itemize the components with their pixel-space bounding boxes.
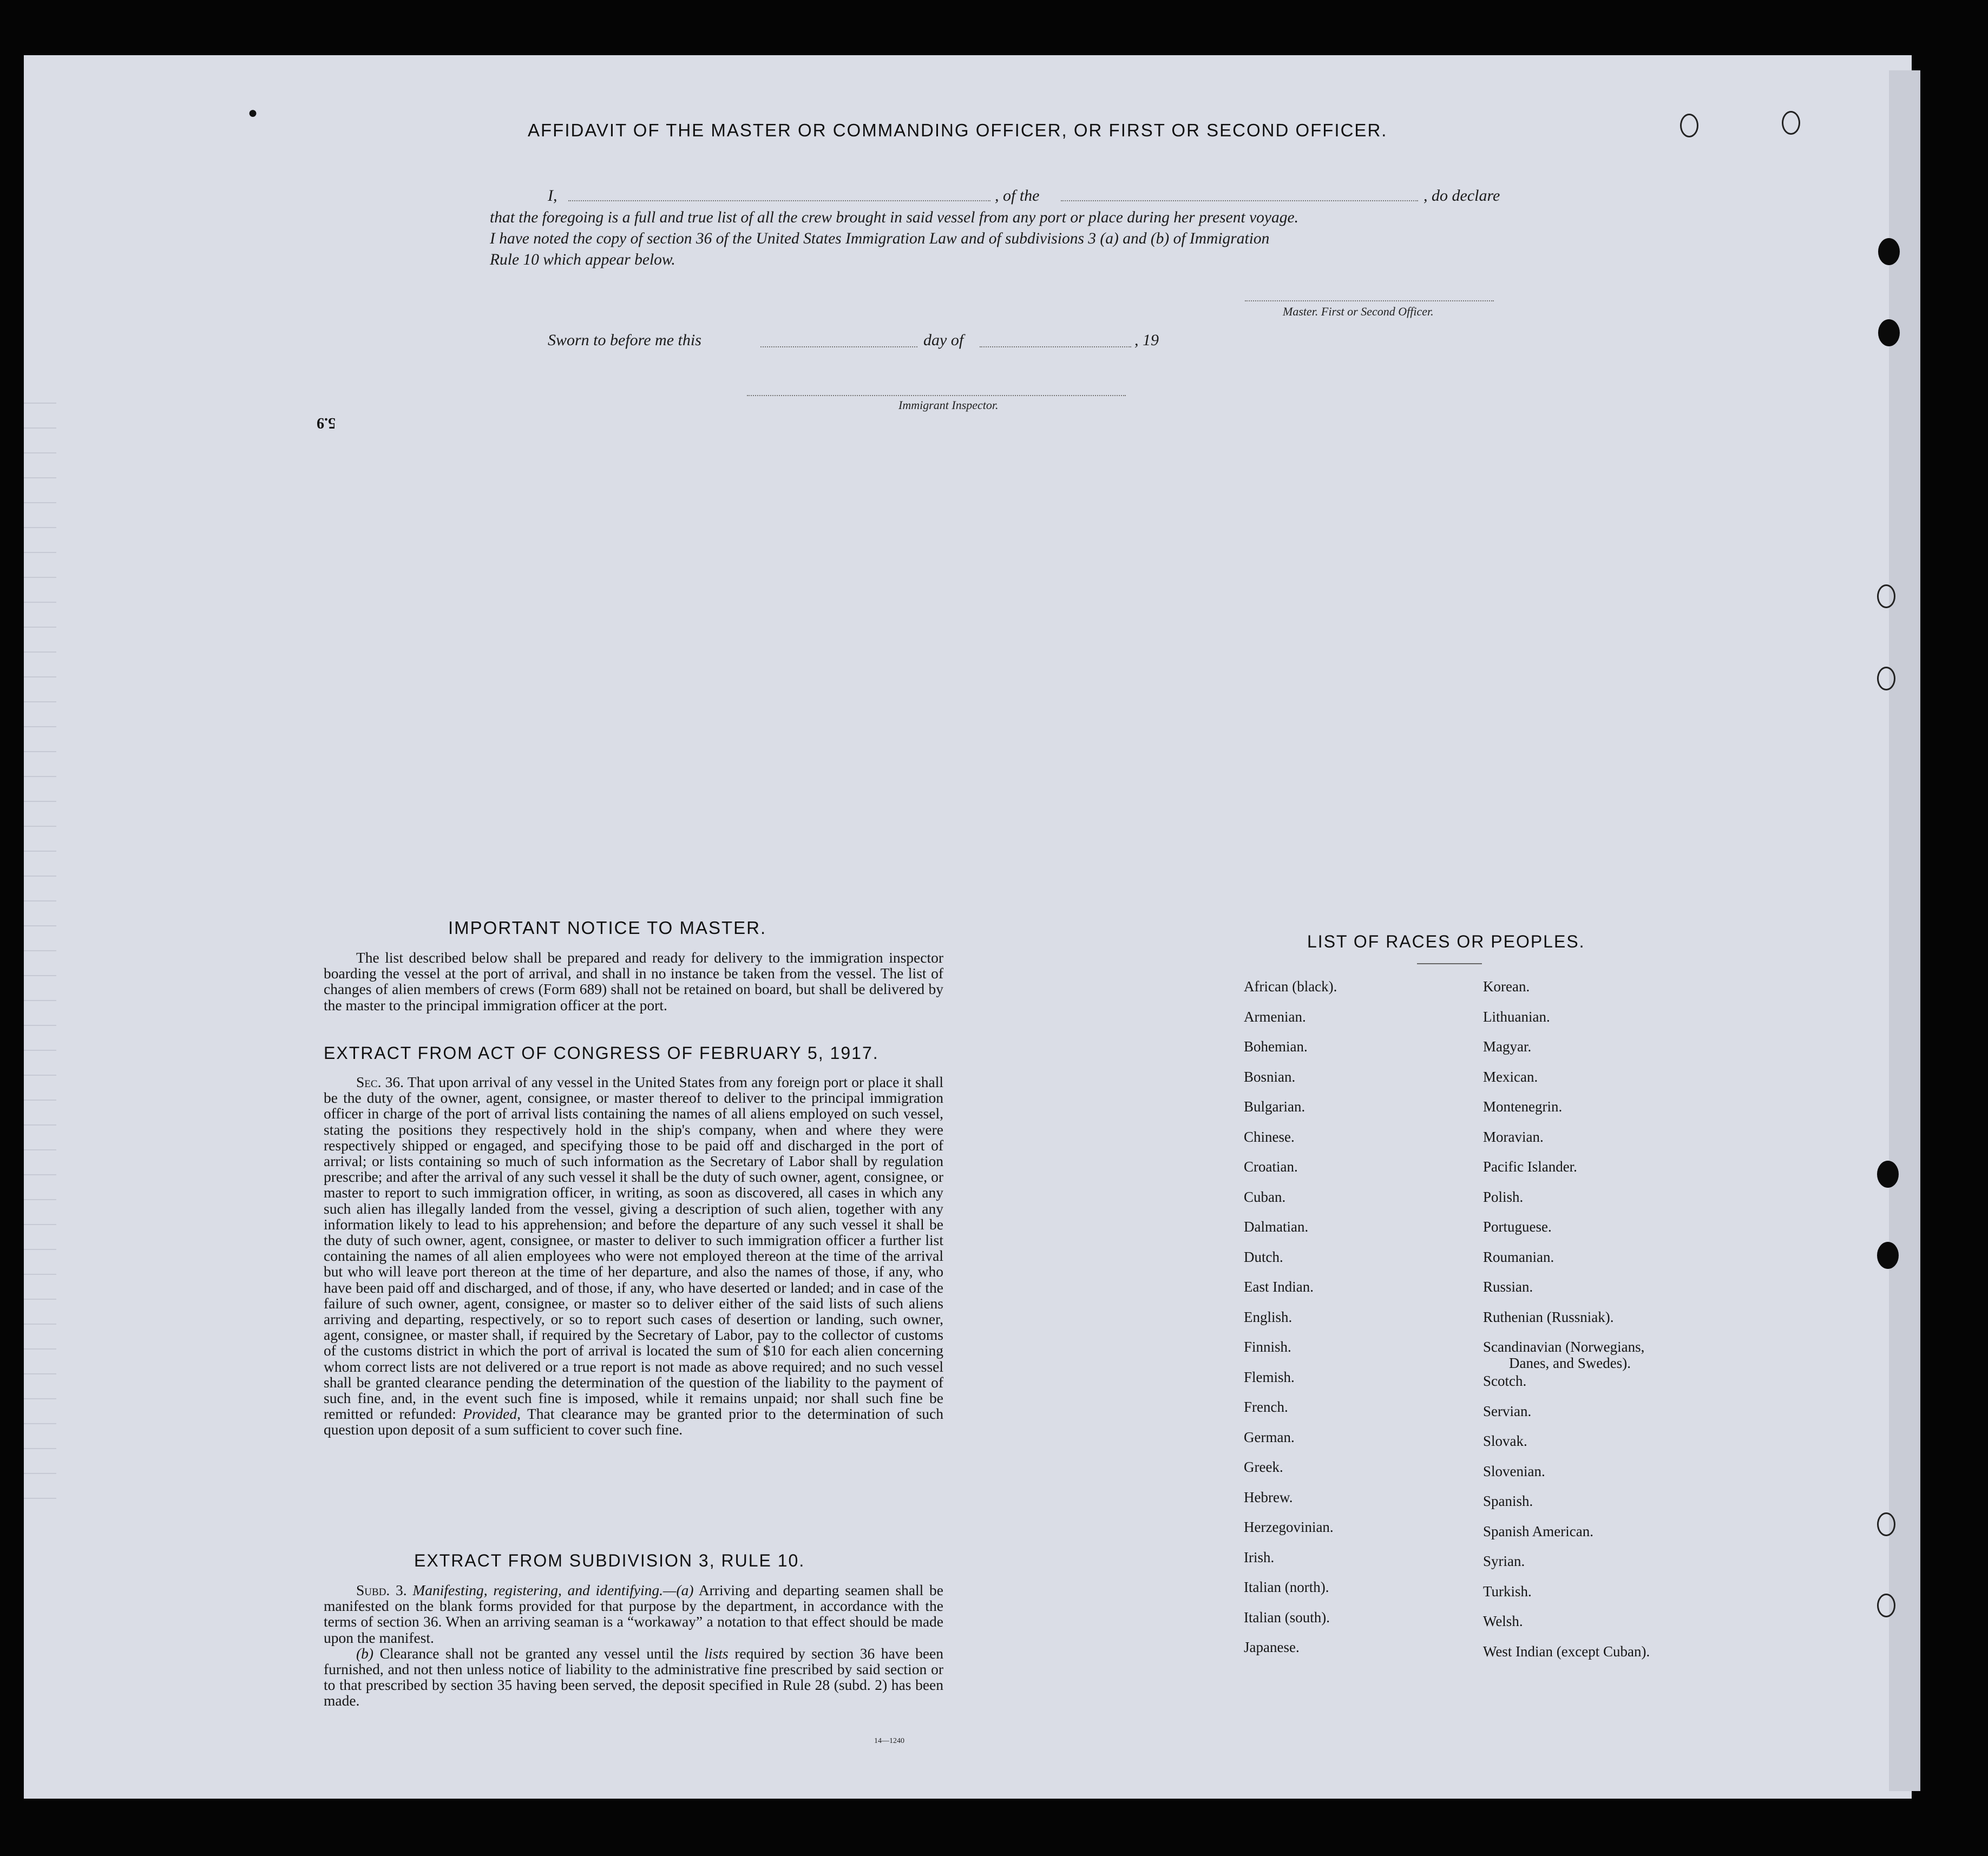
- race-item: Irish.: [1244, 1549, 1275, 1565]
- subdivision-label: Subd. 3.: [356, 1582, 407, 1598]
- race-item: French.: [1244, 1399, 1288, 1415]
- sworn-text: Sworn to before me this: [548, 331, 701, 349]
- race-item: Korean.: [1483, 978, 1530, 995]
- race-item: [1483, 1339, 1650, 1373]
- sworn-day-blank: [760, 346, 917, 347]
- race-item: Armenian.: [1244, 1008, 1306, 1025]
- day-of-text: day of: [923, 331, 964, 349]
- race-item: Scotch.: [1483, 1373, 1527, 1389]
- race-item: Chinese.: [1244, 1128, 1295, 1145]
- subdivision-b-text-1: Clearance shall not be granted any vessel until the: [379, 1644, 698, 1662]
- signature-caption: Master. First or Second Officer.: [1283, 305, 1434, 318]
- race-item: Japanese.: [1244, 1639, 1300, 1655]
- race-item: Croatian.: [1244, 1159, 1298, 1175]
- punch-hole: [1878, 238, 1900, 265]
- punch-hole: [1877, 584, 1895, 608]
- subdivision-b-label: (b): [356, 1644, 374, 1662]
- form-number: 14—1240: [874, 1737, 904, 1745]
- races-right-column: [1483, 978, 1650, 1673]
- affidavit-of-the: , of the: [995, 187, 1040, 205]
- affidavit-i: I,: [548, 187, 557, 205]
- race-item: Flemish.: [1244, 1368, 1295, 1385]
- race-item: Montenegrin.: [1483, 1098, 1563, 1115]
- affidavit-line4: Rule 10 which appear below.: [490, 251, 675, 268]
- race-item: Dalmatian.: [1244, 1219, 1309, 1235]
- race-item: Polish.: [1483, 1188, 1524, 1205]
- race-item-line: Scandinavian (Norwegians,: [1483, 1339, 1645, 1355]
- subdivision-b-lists: lists: [704, 1644, 729, 1662]
- sworn-month-blank: [980, 346, 1131, 347]
- inspector-caption: Immigrant Inspector.: [898, 398, 999, 412]
- punch-hole: [1782, 111, 1800, 135]
- race-item: Greek.: [1244, 1459, 1283, 1475]
- stamp-mark: 5.9: [317, 414, 336, 431]
- section-36-text: That upon arrival of any vessel in the United States from any foreign port or place it shall be the duty of the owner, agent, consignee, or master thereof to deliver to the principal immigration officer in charge of the port of arrival lists containing the names of all aliens employed on such vessel, stating the positions they respectively hold in the ship's company, when and where they were respectively shipped or engaged, and specifying those to be paid off and discharged in the port of arrival; or lists containing so much of such information as the Secretary of Labor shall by regulation prescribe; and after the arrival of any such vessel it shall be the duty of such owner, agent, consignee, or master to report to such immigration officer, in writing, as soon as discovered, all cases in which any such alien has illegally landed from the vessel, giving a description of such alien, together with any information likely to lead to his apprehension; and before the departure of any such vessel it shall be the duty of such owner, agent, consignee, or master to deliver to such immigration officer a further list containing the names of all alien employees who were not employed thereon at the time of the arrival but who will leave port thereon at the time of her departure, and also the names of those, if any, who have been paid off and discharged, and of those, if any, who have deserted or landed; and in case of the failure of such owner, agent, consignee, or master so to deliver either of the said lists of such aliens arriving and departing, respectively, or so to report such cases of desertion or landing, such owner, agent, consignee, or master shall, if required by the Secretary of Labor, pay to the collector of customs of the customs district in which the port of arrival is located the sum of $10 for each alien concerning whom correct lists are not delivered or a true report is not made as above required; and no such vessel shall be granted clearance pending the determination of the question of the liability to the payment of such fine, and, in the event such fine is imposed, while it remains unpaid; nor shall such fine be remitted or refunded:: [324, 1074, 943, 1423]
- vessel-blank: [1061, 200, 1418, 201]
- subdivision-b-text-2: required by section 36 have been furnished, and not then unless notice of liability to the administrative fine prescribed by said section or to that prescribed by section 35 having been served, the deposit specified in Rule 28 (subd. 2) has been made.: [324, 1644, 944, 1709]
- race-item: Spanish American.: [1483, 1523, 1593, 1539]
- notice-paragraph: The list described below shall be prepared and ready for delivery to the immigration inspector boarding the vessel at the port of arrival, and shall in no instance be taken from the vessel. The list of changes of alien members of crews (Form 689) shall not be retained on board, but shall be delivered by the master to the principal immigration officer at the port.: [324, 949, 943, 1013]
- race-item: Mexican.: [1483, 1068, 1538, 1085]
- ruled-margin: [24, 379, 56, 1515]
- affidavit-title: AFFIDAVIT OF THE MASTER OR COMMANDING OFFICER, OR FIRST OR SECOND OFFICER.: [528, 120, 1388, 140]
- race-item: Cuban.: [1244, 1188, 1286, 1205]
- signature-line: [1245, 300, 1494, 301]
- punch-hole: [1877, 1512, 1895, 1536]
- race-item: Finnish.: [1244, 1339, 1291, 1355]
- rule-title: EXTRACT FROM SUBDIVISION 3, RULE 10.: [414, 1551, 805, 1570]
- punch-hole: [1877, 1242, 1899, 1269]
- race-item: Bulgarian.: [1244, 1098, 1305, 1115]
- affidavit-declare: , do declare: [1423, 187, 1500, 205]
- notice-text: [324, 950, 943, 1013]
- name-blank: [568, 200, 990, 201]
- race-item: Italian (north).: [1244, 1579, 1329, 1595]
- race-item: Welsh.: [1483, 1613, 1523, 1629]
- race-item: Italian (south).: [1244, 1609, 1330, 1625]
- race-item: Bosnian.: [1244, 1068, 1296, 1085]
- rule-text: [324, 1582, 943, 1709]
- punch-hole: [1877, 667, 1895, 690]
- race-item: Roumanian.: [1483, 1248, 1554, 1265]
- subdivision-heading: Manifesting, registering, and identifying.—(a): [412, 1582, 694, 1598]
- act-title: EXTRACT FROM ACT OF CONGRESS OF FEBRUARY 5, 1917.: [324, 1043, 879, 1063]
- race-item: Slovenian.: [1483, 1463, 1545, 1479]
- race-item: Servian.: [1483, 1403, 1532, 1419]
- races-left-column: [1244, 978, 1337, 1669]
- race-item: Ruthenian (Russniak).: [1483, 1308, 1614, 1325]
- race-item: Dutch.: [1244, 1248, 1283, 1265]
- punch-hole: [1878, 319, 1900, 346]
- race-item: Russian.: [1483, 1279, 1533, 1295]
- subdivision-a-text: Arriving and departing seamen shall be manifested on the blank forms provided for that purpose by the department, in accordance with the terms of section 36. When an arriving seaman is a “workaway” a notation to that effect should be made upon the manifest.: [324, 1582, 943, 1646]
- race-item: Magyar.: [1483, 1038, 1532, 1055]
- race-item: German.: [1244, 1429, 1295, 1445]
- race-item: Lithuanian.: [1483, 1008, 1550, 1025]
- race-item: Turkish.: [1483, 1583, 1532, 1600]
- race-item: Herzegovinian.: [1244, 1519, 1334, 1535]
- race-item: West Indian (except Cuban).: [1483, 1643, 1650, 1660]
- race-item: Portuguese.: [1483, 1219, 1552, 1235]
- race-item: East Indian.: [1244, 1279, 1314, 1295]
- race-item: English.: [1244, 1308, 1292, 1325]
- ink-spot: ●: [248, 104, 258, 122]
- race-item: Moravian.: [1483, 1128, 1544, 1145]
- race-item: Slovak.: [1483, 1433, 1527, 1449]
- race-item: Spanish.: [1483, 1493, 1533, 1509]
- inspector-signature-line: [747, 395, 1126, 396]
- punch-hole: [1680, 114, 1698, 137]
- race-item: Pacific Islander.: [1483, 1159, 1577, 1175]
- races-title-rule: [1417, 963, 1482, 964]
- provided-word: Provided,: [463, 1405, 521, 1423]
- section-36-proviso: That clearance may be granted prior to the determination of such question upon deposit of a sum sufficient to cover such fine.: [324, 1405, 943, 1438]
- race-item-line: Danes, and Swedes).: [1509, 1355, 1631, 1371]
- year-text: , 19: [1134, 331, 1159, 349]
- act-text: [324, 1074, 943, 1438]
- race-item: African (black).: [1244, 978, 1337, 995]
- notice-title: IMPORTANT NOTICE TO MASTER.: [448, 918, 767, 938]
- race-item: Hebrew.: [1244, 1489, 1293, 1505]
- race-item: Bohemian.: [1244, 1038, 1308, 1055]
- punch-hole: [1877, 1161, 1899, 1188]
- affidavit-line3: I have noted the copy of section 36 of the United States Immigration Law and of subdivisions 3 (a) and (b) of Immigration: [490, 230, 1270, 247]
- affidavit-line2: that the foregoing is a full and true list of all the crew brought in said vessel from any port or place during her present voyage.: [490, 209, 1298, 226]
- section-label: Sec. 36.: [356, 1074, 404, 1090]
- races-title: LIST OF RACES OR PEOPLES.: [1307, 932, 1585, 951]
- punch-hole: [1877, 1594, 1895, 1617]
- race-item: Syrian.: [1483, 1553, 1525, 1569]
